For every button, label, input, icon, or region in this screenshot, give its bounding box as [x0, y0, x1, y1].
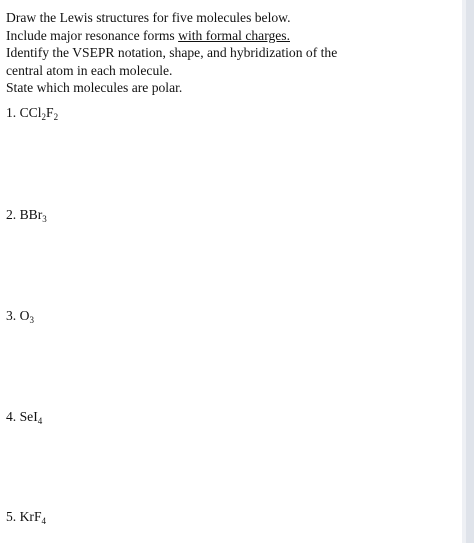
question-number: 4. — [6, 409, 17, 424]
molecule-formula — [20, 105, 58, 120]
question-number: 1. — [6, 105, 17, 120]
formula-text: BBr — [19, 207, 43, 222]
question-1 — [6, 104, 58, 122]
question-number: 5. — [6, 509, 17, 524]
instruction-line-2 — [6, 27, 446, 45]
molecule-formula — [20, 409, 43, 424]
formula-subscript: 2 — [53, 112, 59, 122]
instruction-line-4: central atom in each molecule. — [6, 62, 173, 78]
page-scroll-edge[interactable] — [462, 0, 474, 543]
question-2 — [6, 206, 47, 224]
instruction-line-1: Draw the Lewis structures for five molecules below. — [6, 10, 291, 25]
formula-text: SeI — [19, 409, 38, 424]
formula-subscript: 4 — [41, 516, 47, 526]
formula-text: KrF — [19, 509, 42, 524]
formula-text: F — [46, 105, 54, 120]
formula-subscript: 3 — [29, 315, 34, 325]
molecule-formula — [20, 308, 34, 323]
question-3 — [6, 307, 34, 325]
scroll-edge-highlight — [462, 0, 466, 543]
question-number: 3. — [6, 308, 17, 323]
question-number: 2. — [6, 207, 17, 222]
instruction-line-3: Identify the VSEPR notation, shape, and hybridization of the — [6, 45, 338, 61]
question-4 — [6, 408, 42, 426]
formula-subscript: 3 — [42, 214, 47, 224]
instruction-line-5: State which molecules are polar. — [6, 80, 183, 96]
formula-subscript: 2 — [41, 112, 47, 122]
instruction-line-2-prefix: Include major resonance forms — [6, 27, 179, 43]
instructions-block — [6, 9, 446, 97]
formula-text: O — [19, 308, 30, 323]
question-5 — [6, 508, 46, 526]
molecule-formula — [20, 207, 47, 222]
formula-subscript: 4 — [37, 416, 43, 426]
formal-charges-underlined-text: with formal charges. — [178, 27, 290, 43]
molecule-formula — [20, 509, 46, 524]
formula-text: CCl — [19, 105, 42, 120]
